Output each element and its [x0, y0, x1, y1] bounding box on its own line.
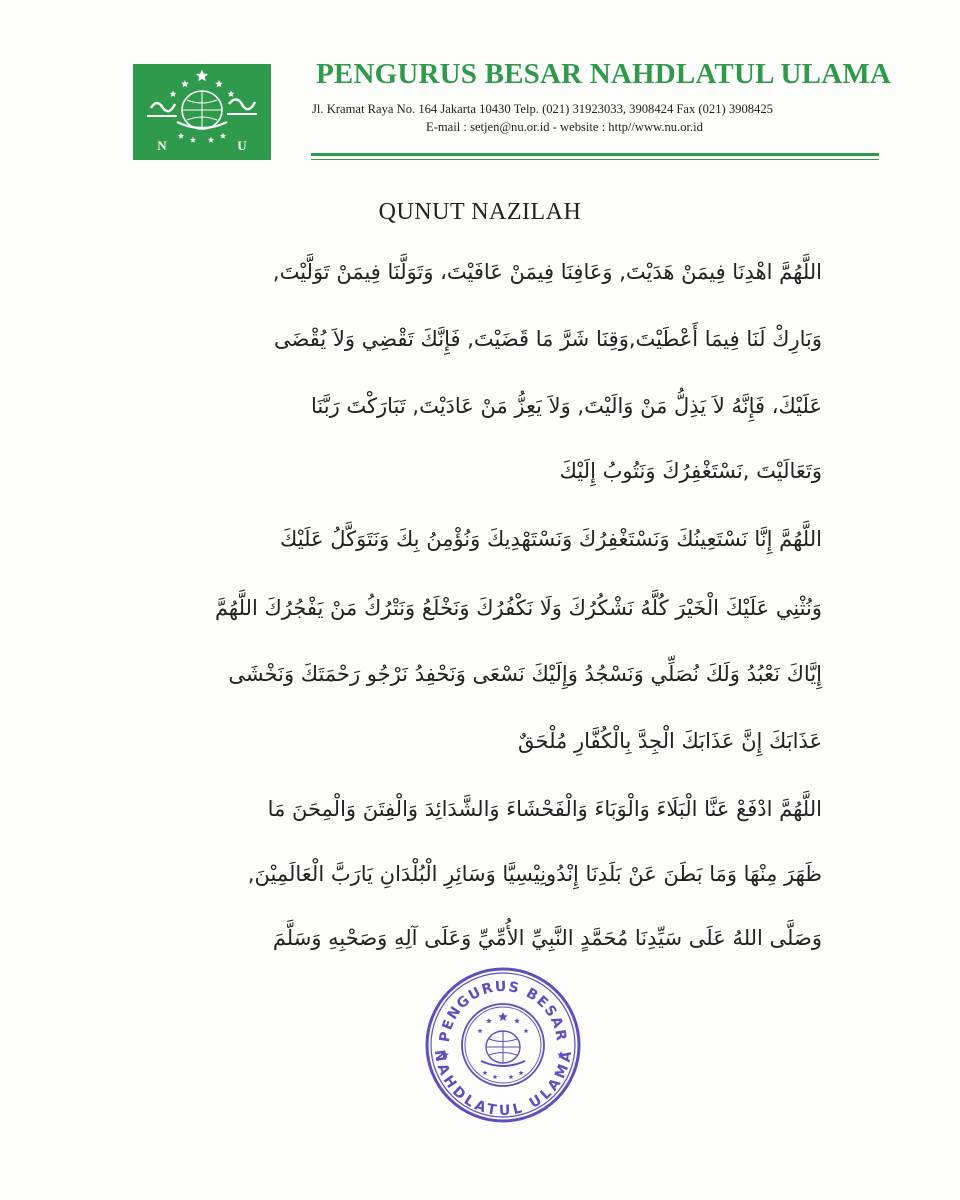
prayer-line: ظَهَرَ مِنْهَا وَمَا بَطَنَ عَنْ بَلَدِنَا إِنْدُونِيْسِيَّا وَسَائِرِ الْبُلْدَانِ يَارَبَّ الْعَالَمِيْنَ, [247, 862, 822, 886]
prayer-line: اللَّهُمَّ إِنَّا نَسْتَعِينُكَ وَنَسْتَغْفِرُكَ وَنَسْتَهْدِيكَ وَنُؤْمِنُ بِكَ وَنَتَوَكَّلُ عَلَيْكَ [280, 527, 822, 551]
stamp-star-icon [493, 1074, 498, 1079]
stamp-star-icon [498, 1012, 508, 1021]
stamp-star-icon [524, 1028, 529, 1033]
official-stamp [423, 965, 583, 1125]
prayer-line: عَلَيْكَ، فَإِنَّهُ لاَ يَذِلُّ مَنْ وَالَيْتَ, وَلاَ يَعِزُّ مَنْ عَادَيْتَ, تَبَارَكْتَ رَبَّنَا [310, 394, 822, 418]
stamp-star-icon [478, 1028, 483, 1033]
prayer-line: اللَّهُمَّ اهْدِنَا فِيمَنْ هَدَيْتَ, وَعَافِنَا فِيمَنْ عَافَيْتَ، وَتَوَلَّنَا فِيمَنْ تَوَلَّيْتَ, [272, 260, 822, 284]
stamp-star-icon [509, 1074, 514, 1079]
header-rule-thick [311, 153, 879, 156]
logo-star-icon [215, 80, 223, 87]
logo-star-icon [208, 137, 214, 143]
organization-contact: E-mail : setjen@nu.or.id - website : http//www.nu.or.id [426, 120, 703, 134]
logo-star-icon [228, 91, 235, 97]
logo-star-icon [170, 91, 177, 97]
stamp-top-text: PENGURUS BESAR [436, 978, 570, 1044]
header-rule-thin [311, 159, 879, 160]
prayer-line: وَبَارِكْ لَنَا فِيمَا أَعْطَيْتَ,وَقِنَا شَرَّ مَا قَضَيْتَ, فَإِنَّكَ تَقْضِي وَلاَ يُقْضَى [274, 327, 822, 351]
logo-star-icon [196, 70, 208, 82]
stamp-star-icon [519, 1070, 524, 1075]
stamp-star-icon [514, 1018, 520, 1023]
logo-letter-u: U [237, 138, 247, 153]
nu-emblem-icon [133, 64, 271, 160]
organization-address: Jl. Kramat Raya No. 164 Jakarta 10430 Telp. (021) 31923033, 3908424 Fax (021) 3908425 [312, 102, 773, 116]
prayer-line: إِيَّاكَ نَعْبُدُ وَلَكَ نُصَلِّي وَنَسْجُدُ وَإِلَيْكَ نَسْعَى وَنَحْفِدُ نَرْجُو رَحْمَتَكَ وَنَخْشَى [228, 662, 822, 686]
stamp-star-icon [486, 1018, 492, 1023]
logo-letter-n: N [157, 138, 167, 153]
stamp-seal-icon [423, 965, 583, 1125]
prayer-line: عَذَابَكَ إِنَّ عَذَابَكَ الْجِدَّ بِالْكُفَّارِ مُلْحَقٌ [518, 729, 822, 753]
logo-star-icon [220, 133, 226, 139]
prayer-line: وَصَلَّى اللهُ عَلَى سَيِّدِنَا مُحَمَّدٍ النَّبِيِّ الأُمِّيِّ وَعَلَى آلِهِ وَصَحْبِهِ وَسَلَّمَ [272, 926, 822, 950]
logo-star-icon [181, 80, 189, 87]
logo-star-icon [178, 133, 184, 139]
prayer-line: وَنُثْنِي عَلَيْكَ الْخَيْرَ كُلَّهُ نَشْكُرُكَ وَلَا نَكْفُرُكَ وَنَخْلَعُ وَنَتْرُكُ مَنْ يَفْجُرُكَ اللَّهُمَّ [214, 596, 822, 620]
organization-name: PENGURUS BESAR NAHDLATUL ULAMA [316, 58, 892, 90]
stamp-star-icon [483, 1070, 488, 1075]
prayer-line: اللَّهُمَّ ادْفَعْ عَنَّا الْبَلَاءَ وَالْوَبَاءَ وَالْفَحْشَاءَ وَالشَّدَائِدَ وَالْفِتَنَ وَالْمِحَنَ مَا [267, 797, 822, 821]
stamp-bottom-text: NAHDLATUL ULAMA [431, 1048, 575, 1119]
nu-logo [133, 64, 271, 160]
logo-star-icon [190, 137, 196, 143]
document-title: QUNUT NAZILAH [378, 199, 582, 225]
prayer-line: وَتَعَالَيْتَ ,نَسْتَغْفِرُكَ وَنَتُوبُ إِلَيْكَ [559, 459, 822, 483]
